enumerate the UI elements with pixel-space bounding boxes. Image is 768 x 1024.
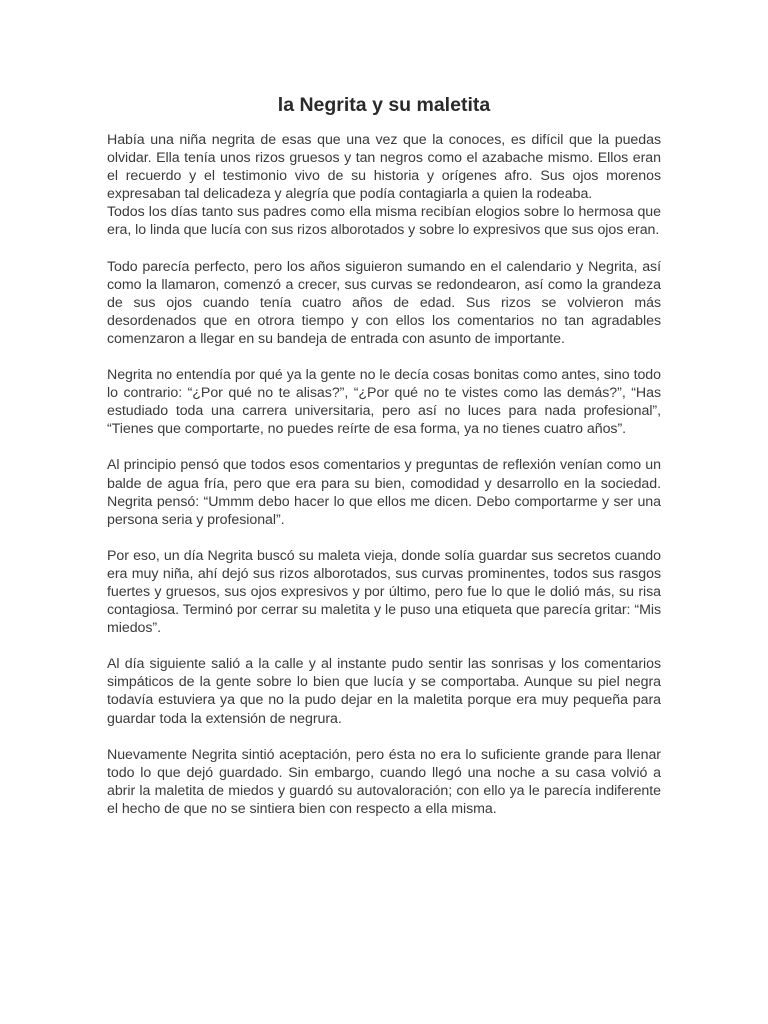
paragraph-spacer <box>107 637 661 655</box>
paragraph-spacer <box>107 348 661 366</box>
paragraph-spacer <box>107 438 661 456</box>
paragraph-2: Todos los días tanto sus padres como ella misma recibían elogios sobre lo hermosa que era, lo linda que lucía con sus rizos alborotados y sobre lo expresivos que sus ojos eran. <box>107 204 661 239</box>
paragraph-spacer <box>107 240 661 258</box>
paragraph-3: Todo parecía perfecto, pero los años siguieron sumando en el calendario y Negrita, así como la llamaron, comenzó a crecer, sus curvas se redondearon, así como la grandeza de sus ojos cuando tenía cuatro años de edad. Sus rizos se volvieron más desordenados que en otrora tiempo y con ellos los comentarios no tan agradables comenzaron a llegar en su bandeja de entrada con asunto de importante. <box>107 258 661 347</box>
paragraph-8: Nuevamente Negrita sintió aceptación, pero ésta no era lo suficiente grande para llenar todo lo que dejó guardado. Sin embargo, cuando llegó una noche a su casa volvió a abrir la maletita de miedos y guardó su autovaloración; con ello ya le parecía indiferente el hecho de que no se sintiera bien con respecto a ella misma. <box>107 746 661 817</box>
document-title: la Negrita y su maletita <box>277 94 491 116</box>
paragraph-spacer <box>107 529 661 547</box>
paragraph-4: Negrita no entendía por qué ya la gente no le decía cosas bonitas como antes, sino todo lo contrario: “¿Por qué no te alisas?”, “¿Por qué no te vistes como las demás?”, “Has estudiado toda una carrera universitaria, pero así no luces para nada profesional”, “Tienes que comportarte, no puedes reírte de esa forma, ya no tienes cuatro años”. <box>107 367 661 438</box>
paragraph-spacer <box>107 728 661 746</box>
paragraph-6: Por eso, un día Negrita buscó su maleta vieja, donde solía guardar sus secretos cuando era muy niña, ahí dejó sus rizos alborotados, sus curvas prominentes, todos sus rasgos fuertes y gruesos, sus ojos expresivos y por último, pero fue lo que le dolió más, su risa contagiosa. Terminó por cerrar su maletita y le puso una etiqueta que parecía gritar: “Mis miedos”. <box>107 547 661 637</box>
paragraph-7: Al día siguiente salió a la calle y al instante pudo sentir las sonrisas y los comentarios simpáticos de la gente sobre lo bien que lucía y se comportaba. Aunque su piel negra todavía estuviera ya que no la pudo dejar en la maletita porque era muy pequeña para guardar toda la extensión de negrura. <box>107 656 661 727</box>
paragraph-5: Al principio pensó que todos esos comentarios y preguntas de reflexión venían como un balde de agua fría, pero que era para su bien, comodidad y desarrollo en la sociedad. Negrita pensó: “Ummm debo hacer lo que ellos me dicen. Debo comportarme y ser una persona seria y profesional”. <box>107 457 661 528</box>
document-page <box>107 88 661 818</box>
paragraph-1: Había una niña negrita de esas que una vez que la conoces, es difícil que la puedas olvidar. Ella tenía unos rizos gruesos y tan negros como el azabache mismo. Ellos eran el recuerdo y el testimonio vivo de su historia y orígenes afro. Sus ojos morenos expresaban tal delicadeza y alegría que podía contagiarla a quien la rodeaba. <box>107 132 661 203</box>
